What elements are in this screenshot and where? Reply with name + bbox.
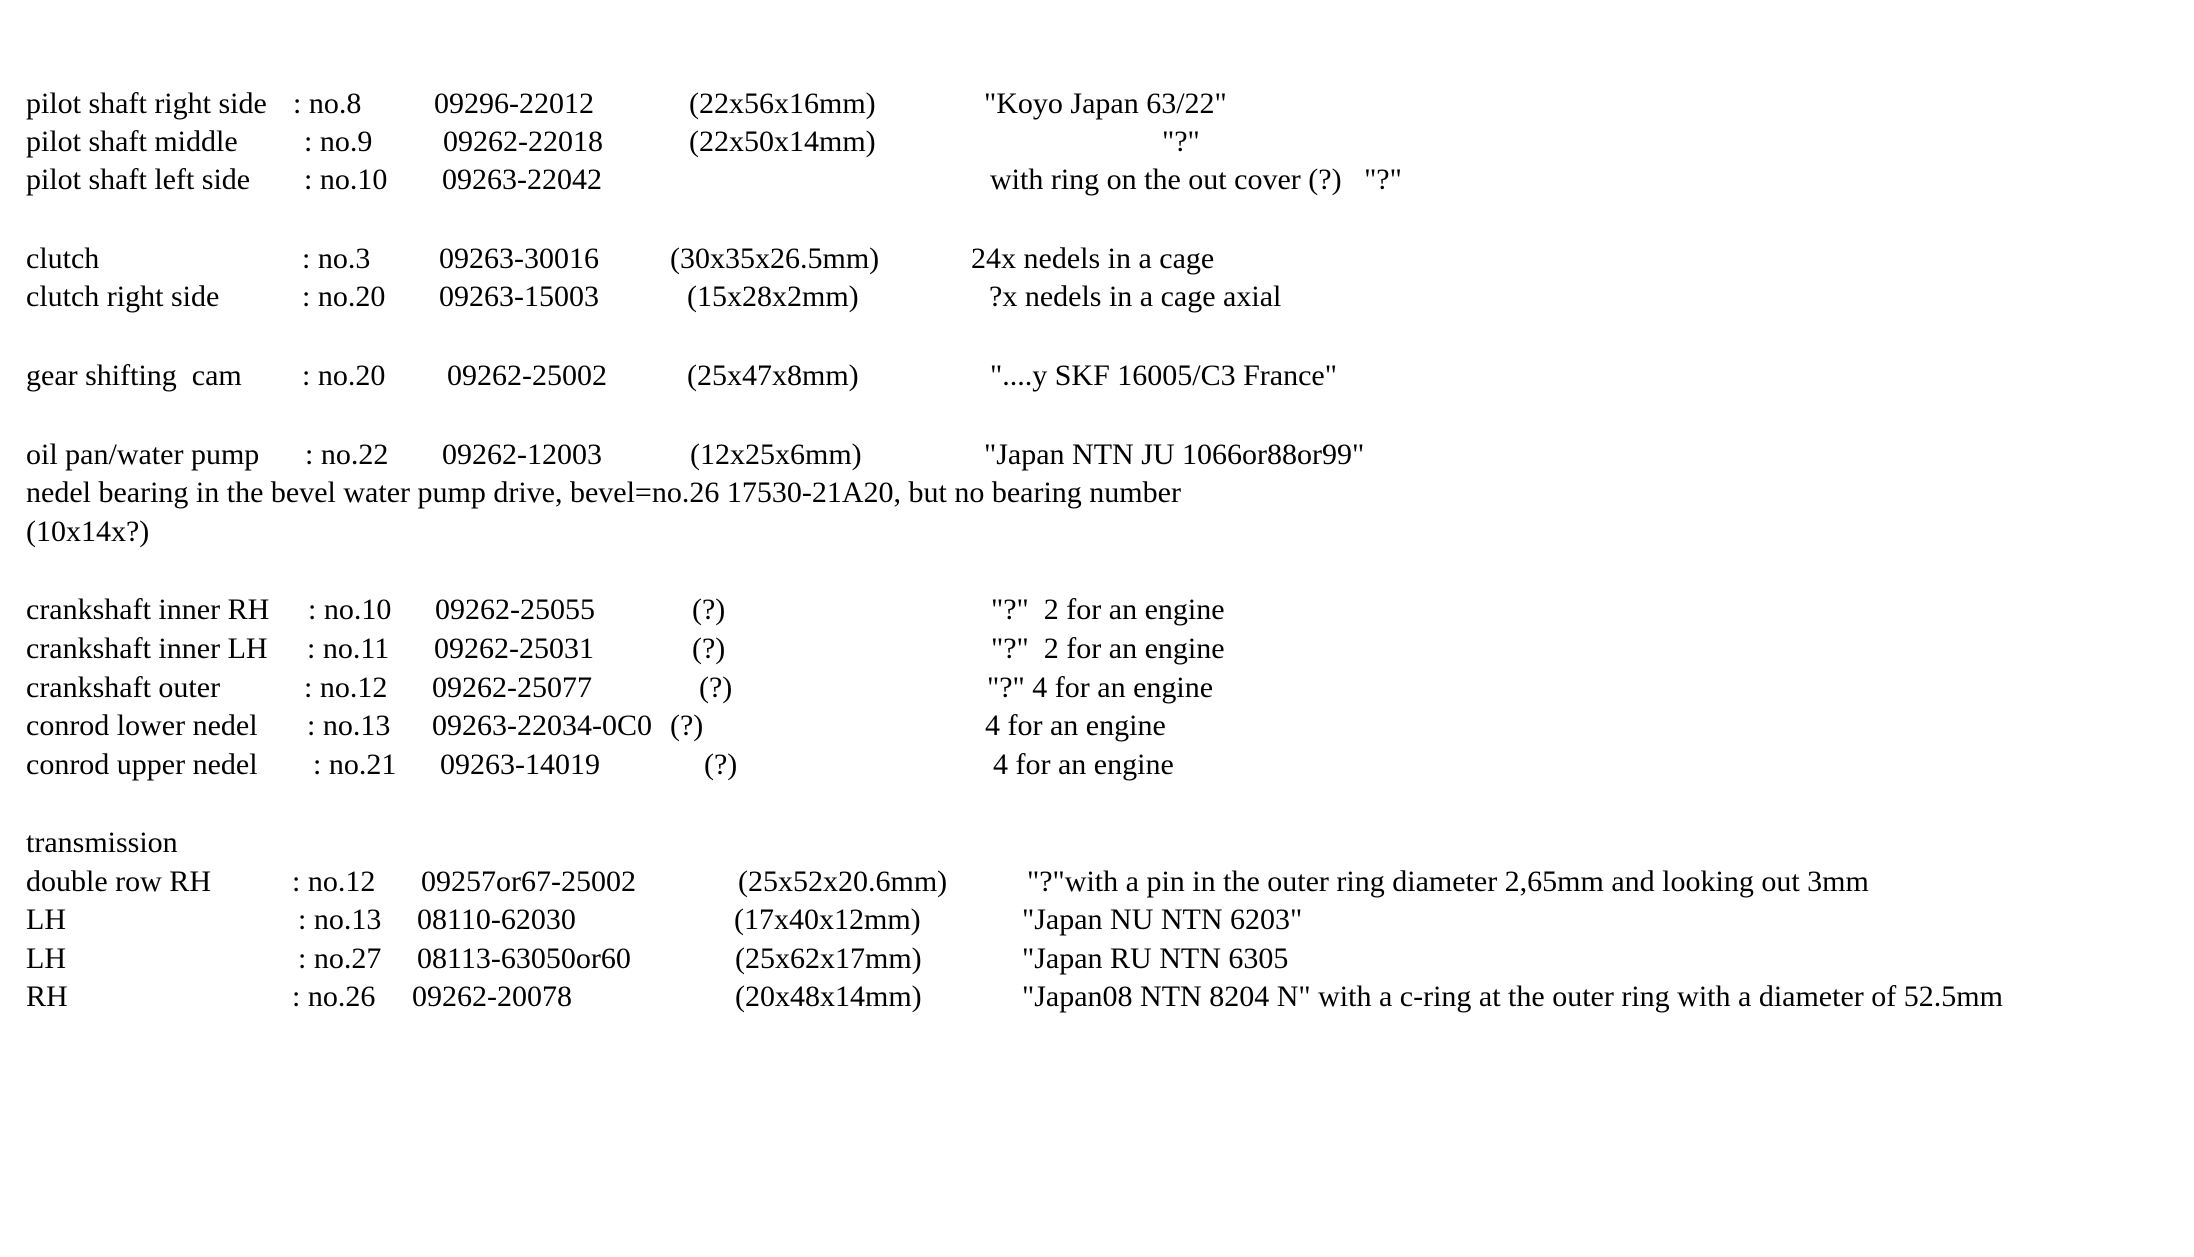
bearing-location: oil pan/water pump: [26, 438, 260, 471]
row-conrod-lower-nedel: [0, 706, 2194, 746]
bearing-note: 24x nedels in a cage: [971, 242, 1215, 275]
bearing-location: double row RH: [26, 865, 211, 898]
bearing-dimensions: (25x62x17mm): [735, 942, 922, 975]
row-oil-pan-water-pump: [0, 435, 2194, 475]
row-crankshaft-inner-rh: [0, 590, 2194, 630]
bearing-location: crankshaft inner LH: [26, 632, 268, 665]
row-pilot-shaft-right: [0, 84, 2194, 124]
part-item-number: : no.11: [307, 632, 390, 665]
part-number: 09262-25077: [432, 671, 592, 704]
part-item-number: : no.9: [304, 125, 373, 158]
part-number: 09296-22012: [434, 87, 594, 120]
bevel-note-line: [0, 473, 2194, 513]
part-number: 09262-20078: [412, 980, 572, 1013]
bearing-location: conrod lower nedel: [26, 709, 258, 742]
part-number: 09262-22018: [443, 125, 603, 158]
row-transmission-lh-2: [0, 939, 2194, 979]
bearing-note: "Japan08 NTN 8204 N" with a c-ring at the outer ring with a diameter of 52.5mm: [1022, 980, 2003, 1013]
bearing-note: "....y SKF 16005/C3 France": [990, 359, 1337, 392]
row-transmission-lh-1: [0, 900, 2194, 940]
part-number: 09257or67-25002: [421, 865, 636, 898]
bearing-dimensions: (?): [699, 671, 733, 704]
bevel-dimension-text: (10x14x?): [26, 515, 150, 548]
bevel-dimension-line: [0, 512, 2194, 552]
bearing-location: pilot shaft right side: [26, 87, 267, 120]
row-transmission-double-row-rh: [0, 862, 2194, 902]
part-item-number: : no.10: [308, 593, 392, 626]
transmission-heading-line: [0, 823, 2194, 863]
part-item-number: : no.8: [293, 87, 362, 120]
part-item-number: : no.26: [292, 980, 376, 1013]
part-number: 09262-25002: [447, 359, 607, 392]
part-number: 09263-30016: [439, 242, 599, 275]
part-item-number: : no.21: [313, 748, 397, 781]
part-item-number: : no.10: [304, 163, 388, 196]
bearing-dimensions: (?): [704, 748, 738, 781]
part-item-number: : no.27: [298, 942, 382, 975]
bearing-note: 4 for an engine: [985, 709, 1166, 742]
bearing-note: "?" 2 for an engine: [991, 632, 1225, 665]
part-item-number: : no.20: [302, 280, 386, 313]
bearing-dimensions: (17x40x12mm): [734, 903, 921, 936]
bearing-note: with ring on the out cover (?) "?": [990, 163, 1402, 196]
part-number: 09262-25055: [435, 593, 595, 626]
bearing-location: pilot shaft left side: [26, 163, 251, 196]
bearing-note: "?": [1162, 125, 1200, 158]
bearing-dimensions: (20x48x14mm): [735, 980, 922, 1013]
bearing-dimensions: (22x50x14mm): [689, 125, 876, 158]
bearing-note: "Japan RU NTN 6305: [1022, 942, 1289, 975]
bearing-note: ?x nedels in a cage axial: [989, 280, 1282, 313]
bearing-dimensions: (12x25x6mm): [690, 438, 862, 471]
bearing-location: LH: [26, 903, 66, 936]
bearing-dimensions: (25x47x8mm): [687, 359, 859, 392]
bearing-note: "Japan NTN JU 1066or88or99": [984, 438, 1365, 471]
part-number: 09263-14019: [440, 748, 600, 781]
part-item-number: : no.12: [304, 671, 388, 704]
part-item-number: : no.20: [302, 359, 386, 392]
row-clutch-right-side: [0, 277, 2194, 317]
bearing-location: pilot shaft middle: [26, 125, 238, 158]
row-transmission-rh: [0, 977, 2194, 1017]
part-item-number: : no.13: [298, 903, 382, 936]
part-item-number: : no.13: [307, 709, 391, 742]
part-number: 09262-25031: [434, 632, 594, 665]
part-number: 09263-22042: [442, 163, 602, 196]
bearing-location: LH: [26, 942, 66, 975]
bearing-location: crankshaft outer: [26, 671, 221, 704]
row-pilot-shaft-left: [0, 160, 2194, 200]
row-pilot-shaft-middle: [0, 122, 2194, 162]
bevel-note-text: nedel bearing in the bevel water pump drive, bevel=no.26 17530-21A20, but no bearing number: [26, 476, 1181, 509]
bearing-dimensions: (30x35x26.5mm): [670, 242, 880, 275]
row-crankshaft-inner-lh: [0, 629, 2194, 669]
bearing-note: "Japan NU NTN 6203": [1022, 903, 1303, 936]
row-gear-shifting-cam: [0, 356, 2194, 396]
bearing-note: "?" 2 for an engine: [991, 593, 1225, 626]
part-item-number: : no.3: [302, 242, 371, 275]
bearing-note: "Koyo Japan 63/22": [984, 87, 1227, 120]
bearing-location: RH: [26, 980, 68, 1013]
bearing-location: clutch: [26, 242, 100, 275]
part-number: 08110-62030: [417, 903, 576, 936]
bearing-dimensions: (25x52x20.6mm): [738, 865, 948, 898]
part-number: 09262-12003: [442, 438, 602, 471]
part-item-number: : no.22: [305, 438, 389, 471]
bearing-dimensions: (?): [692, 593, 726, 626]
part-number: 08113-63050or60: [417, 942, 631, 975]
bearing-dimensions: (22x56x16mm): [689, 87, 876, 120]
bearing-note: 4 for an engine: [993, 748, 1174, 781]
bearing-location: conrod upper nedel: [26, 748, 258, 781]
row-crankshaft-outer: [0, 668, 2194, 708]
part-number: 09263-22034-0C0: [432, 709, 652, 742]
bearing-dimensions: (?): [692, 632, 726, 665]
row-clutch: [0, 239, 2194, 279]
bearing-location: clutch right side: [26, 280, 220, 313]
bearing-note: "?"with a pin in the outer ring diameter 2,65mm and looking out 3mm: [1027, 865, 1869, 898]
bearing-note: "?" 4 for an engine: [987, 671, 1214, 704]
row-conrod-upper-nedel: [0, 745, 2194, 785]
section-heading: transmission: [26, 826, 178, 859]
bearing-location: gear shifting cam: [26, 359, 242, 392]
bearing-dimensions: (?): [670, 709, 704, 742]
part-number: 09263-15003: [439, 280, 599, 313]
bearing-dimensions: (15x28x2mm): [687, 280, 859, 313]
bearing-location: crankshaft inner RH: [26, 593, 270, 626]
part-item-number: : no.12: [292, 865, 376, 898]
